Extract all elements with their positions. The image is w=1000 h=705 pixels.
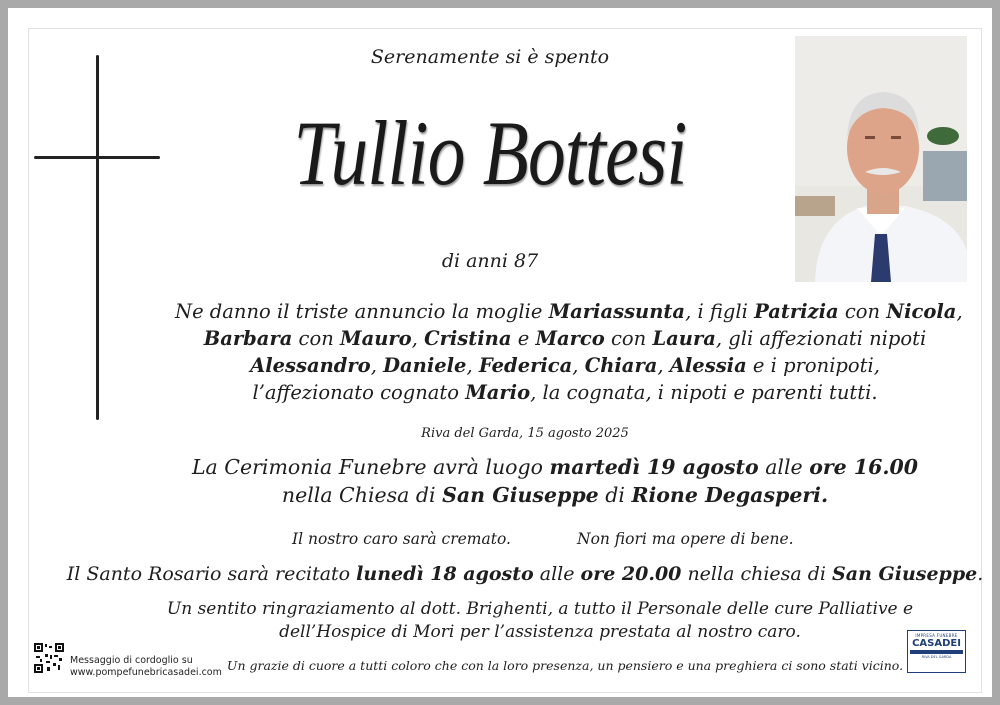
announcement-highlight: Mariassunta bbox=[548, 300, 686, 323]
deceased-name: Tullio Bottesi bbox=[293, 102, 687, 204]
ceremony-highlight: martedì 19 agosto bbox=[549, 455, 759, 479]
announcement-text: e i pronipoti, bbox=[746, 354, 880, 377]
funeral-home-logo bbox=[907, 630, 966, 673]
condolence-link[interactable] bbox=[70, 655, 222, 679]
announcement-text: , bbox=[956, 300, 963, 323]
announcement-highlight: Daniele bbox=[383, 354, 467, 377]
portrait-icon bbox=[795, 36, 967, 282]
ceremony-highlight: ore 16.00 bbox=[809, 455, 919, 479]
cross-icon-bar bbox=[34, 156, 160, 159]
announcement-text: con bbox=[292, 327, 340, 350]
rosary-details bbox=[60, 563, 990, 585]
announcement-highlight: Mauro bbox=[339, 327, 412, 350]
announcement-highlight: Alessia bbox=[669, 354, 747, 377]
ceremony-text: di bbox=[598, 483, 632, 507]
ceremony-details bbox=[175, 453, 935, 509]
announcement-text: l’affezionato cognato bbox=[252, 381, 466, 404]
announcement-text: con bbox=[604, 327, 653, 350]
announcement-highlight: Cristina bbox=[424, 327, 512, 350]
age-line: di anni 87 bbox=[441, 250, 539, 272]
thanks-line-1: Un sentito ringraziamento al dott. Brighenti, a tutto il Personale delle cure Palliative e bbox=[166, 599, 914, 619]
condolence-label: Messaggio di cordoglio su bbox=[70, 655, 193, 666]
announcement-text: con bbox=[838, 300, 887, 323]
thanks-line-2: dell’Hospice di Mori per l’assistenza prestata al nostro caro. bbox=[279, 622, 801, 642]
announcement-line bbox=[175, 352, 955, 379]
rosary-text: nella chiesa di bbox=[681, 563, 833, 585]
ceremony-line bbox=[175, 453, 935, 481]
announcement-text: , bbox=[572, 354, 585, 377]
ceremony-line bbox=[175, 481, 935, 509]
announcement-highlight: Barbara bbox=[203, 327, 293, 350]
ceremony-highlight: San Giuseppe bbox=[442, 483, 599, 507]
logo-sub-text: RIVA DEL GARDA bbox=[921, 655, 952, 659]
announcement-text: , bbox=[466, 354, 479, 377]
ceremony-text: La Cerimonia Funebre avrà luogo bbox=[191, 455, 550, 479]
announcement-text: , i figli bbox=[685, 300, 755, 323]
announcement-text: Ne danno il triste annuncio la moglie bbox=[175, 300, 549, 323]
logo-brand: CASADEI bbox=[912, 638, 961, 649]
qr-code-icon[interactable] bbox=[34, 643, 64, 673]
rosary-highlight: ore 20.00 bbox=[580, 563, 682, 585]
announcement bbox=[175, 298, 963, 406]
intro-line: Serenamente si è spento bbox=[370, 46, 610, 68]
announcement-text: , la cognata, i nipoti e parenti tutti. bbox=[530, 381, 878, 404]
place-date: Riva del Garda, 15 agosto 2025 bbox=[421, 426, 629, 441]
announcement-highlight: Nicola bbox=[886, 300, 957, 323]
announcement-highlight: Marco bbox=[535, 327, 605, 350]
announcement-text: , bbox=[370, 354, 384, 377]
rosary-highlight: San Giuseppe bbox=[832, 563, 978, 585]
announcement-text: , bbox=[657, 354, 670, 377]
flowers-note: Non fiori ma opere di bene. bbox=[577, 530, 794, 548]
portrait-photo bbox=[795, 36, 967, 282]
announcement-highlight: Alessandro bbox=[250, 354, 371, 377]
ceremony-text: nella Chiesa di bbox=[281, 483, 443, 507]
announcement-line bbox=[175, 379, 955, 406]
announcement-text: e bbox=[511, 327, 536, 350]
announcement-text: , gli affezionati nipoti bbox=[715, 327, 927, 350]
announcement-highlight: Patrizia bbox=[754, 300, 839, 323]
rosary-text: . bbox=[977, 563, 984, 585]
announcement-line bbox=[175, 325, 955, 352]
rosary-text: alle bbox=[533, 563, 581, 585]
announcement-highlight: Federica bbox=[478, 354, 573, 377]
announcement-line bbox=[175, 298, 963, 325]
logo-top-text: IMPRESA FUNEBRE bbox=[915, 633, 958, 638]
logo-bar bbox=[910, 650, 963, 654]
announcement-highlight: Laura bbox=[652, 327, 716, 350]
condolence-url[interactable]: www.pompefunebricasadei.com bbox=[70, 667, 222, 678]
ceremony-text: alle bbox=[758, 455, 810, 479]
final-thanks: Un grazie di cuore a tutti coloro che con la loro presenza, un pensiero e una preghiera ci sono stati vicino. bbox=[226, 658, 904, 673]
cross-icon bbox=[96, 55, 99, 420]
cremation-note: Il nostro caro sarà cremato. bbox=[292, 530, 511, 548]
rosary-highlight: lunedì 18 agosto bbox=[356, 563, 534, 585]
rosary-text: Il Santo Rosario sarà recitato bbox=[66, 563, 357, 585]
announcement-highlight: Chiara bbox=[584, 354, 658, 377]
thanks-message bbox=[150, 598, 930, 644]
announcement-highlight: Mario bbox=[465, 381, 531, 404]
announcement-text: , bbox=[411, 327, 425, 350]
ceremony-highlight: Rione Degasperi. bbox=[631, 483, 829, 507]
